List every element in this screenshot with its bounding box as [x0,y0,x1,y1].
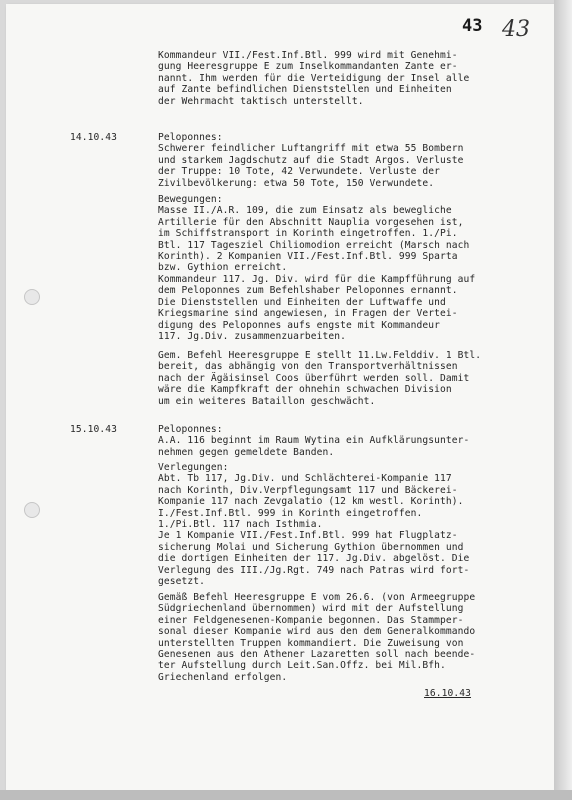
paragraph-battalion-coos: Gem. Befehl Heeresgruppe E stellt 11.Lw.Felddiv. 1 Btl. bereit, das abhängig von den Transportverhältnissen nach der Ägäisinsel Coos überführt werden soll. Damit wäre die Kampfkraft der ohnehin schwachen Division um ein weiteres Bataillon geschwächt. [158,350,482,407]
next-entry-date: 16.10.43 [424,688,472,699]
paragraph-movements: Bewegungen: Masse II./A.R. 109, die zum Einsatz als bewegliche Artillerie für den Abschnitt Nauplia vorgesehen ist, im Schiffstransport in Korinth eingetroffen. 1./Pi. Btl. 117 Tagesziel Chiliomodion erreicht (Marsch nach Korinth). 2 Kompanien VII./Fest.Inf.Btl. 999 Sparta bzw. Gythion erreicht. [158,194,470,274]
punch-hole-lower [24,502,40,518]
paragraph-air-raid-argos: Peloponnes: Schwerer feindlicher Luftangriff mit etwa 55 Bombern und starkem Jagdschutz auf die Stadt Argos. Verluste der Truppe: 10 Tote, 42 Verwundete. Verluste der Zivilbevölkerung: etwa 50 Tote, 150 Verwundete. [158,132,464,189]
punch-hole-upper [24,289,40,305]
paragraph-reconnaissance-wytina: Peloponnes: A.A. 116 beginnt im Raum Wytina ein Aufklärungsunter- nehmen gegen gemeldete Banden. [158,424,470,458]
page-edge-bottom [0,790,572,800]
page-number-typed: 43 [462,16,483,36]
paragraph-zante-commander: Kommandeur VII./Fest.Inf.Btl. 999 wird mit Genehmi- gung Heeresgruppe E zum Inselkommandanten Zante er- nannt. Ihm werden für die Verteidigung der Insel alle auf Zante befindlichen Dienststellen und Einheiten der Wehrmacht taktisch unterstellt. [158,50,470,107]
paragraph-convalescent-company: Gemäß Befehl Heeresgruppe E vom 26.6. (von Armeegruppe Südgriechenland übernommen) wird mit der Aufstellung einer Feldgenesenen-Kompanie begonnen. Das Stammper- sonal dieser Kompanie wird aus den dem Generalkommando unterstellten Truppen kommandiert. Die Zuweisung von Genesenen aus den Athener Lazaretten soll nach beende- ter Aufstellung durch Leit.San.Offz. bei Mil.Bfh. Griechenland erfolgen. [158,592,476,683]
paragraph-commander-peloponnes: Kommandeur 117. Jg. Div. wird für die Kampfführung auf dem Peloponnes zum Befehlshaber Peloponnes ernannt. Die Dienststellen und Einheiten der Luftwaffe und Kriegsmarine sind angewiesen, in Fragen der Vertei- digung des Peloponnes aufs engste mit Kommandeur 117. Jg.Div. zusammenzuarbeiten. [158,274,476,343]
page-edge-right [554,0,572,800]
entry-date-14-10-43: 14.10.43 [70,132,118,143]
paragraph-relocations: Verlegungen: Abt. Tb 117, Jg.Div. und Schlächterei-Kompanie 117 nach Korinth, Div.Verpflegungsamt 117 und Bäckerei- Kompanie 117 nach Zevgalatio (12 km westl. Korinth). I./Fest.Inf.Btl. 999 in Korinth eingetroffen. 1./Pi.Btl. 117 nach Isthmia. Je 1 Kompanie VII./Fest.Inf.Btl. 999 hat Flugplatz- sicherung Molai und Sicherung Gythion übernommen und die dortigen Einheiten der 117. Jg.Div. abgelöst. Die Verlegung des III./Jg.Rgt. 749 nach Patras wird fort- gesetzt. [158,462,470,588]
page-number-handwritten: 43 [502,17,530,42]
entry-date-15-10-43: 15.10.43 [70,424,118,435]
